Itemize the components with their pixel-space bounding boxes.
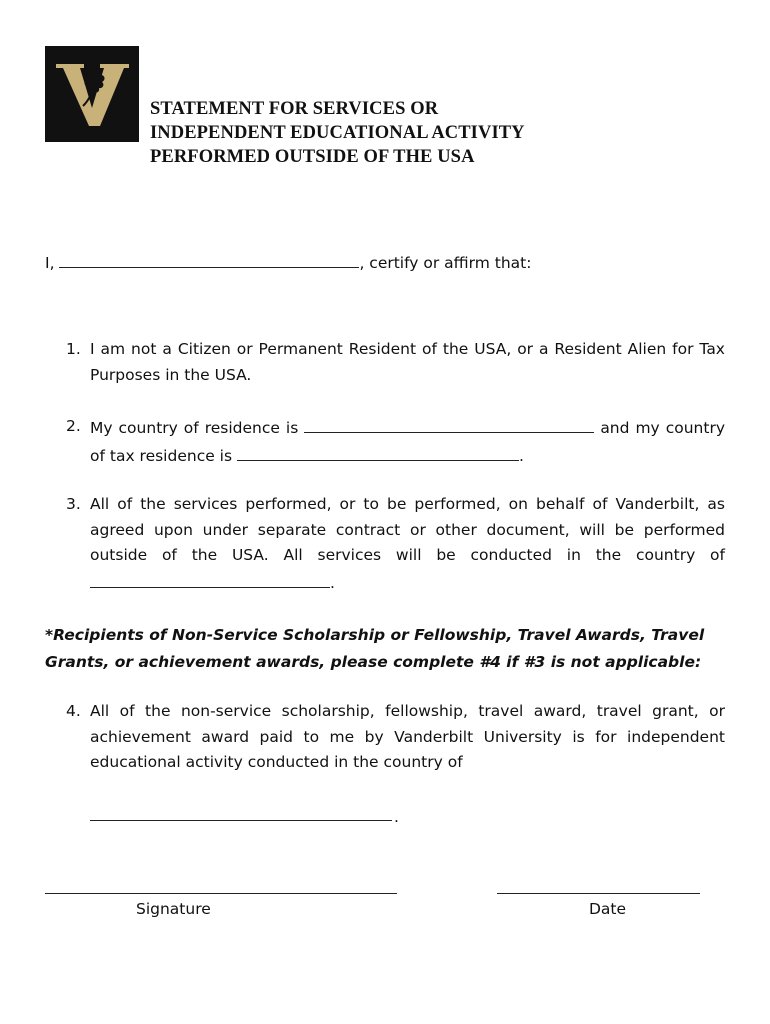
title-line-2: INDEPENDENT EDUCATIONAL ACTIVITY [150, 123, 525, 143]
tax-residence-label: and my country of tax residence is [90, 419, 725, 465]
item-number: 1. [66, 340, 81, 358]
services-text: All of the services performed, or to be performed, on behalf of Vanderbilt, as agreed upon under separate contract or other document, will be performed outside of the USA. All services will be conducted in the country of [90, 495, 725, 564]
item-number: 2. [66, 417, 81, 435]
certify-statement [45, 249, 531, 277]
date-line[interactable] [497, 893, 700, 894]
vanderbilt-logo [45, 46, 139, 142]
item-text [90, 414, 725, 469]
name-field-blank[interactable] [59, 249, 359, 268]
item-3-end: . [330, 573, 335, 592]
item-text: All of the non-service scholarship, fellowship, travel award, travel grant, or achievement award paid to me by Vanderbilt University is for independent educational activity conducted in the country of [90, 702, 725, 771]
signature-label: Signature [136, 900, 211, 918]
country-of-tax-residence-blank[interactable] [237, 442, 519, 461]
signature-line[interactable] [45, 893, 397, 894]
statement-item-3 [66, 492, 725, 596]
item-number: 3. [66, 495, 81, 513]
date-label: Date [589, 900, 627, 918]
country-of-residence-blank[interactable] [304, 414, 594, 433]
item-text: I am not a Citizen or Permanent Resident of the USA, or a Resident Alien for Tax Purposes in the USA. [90, 340, 725, 384]
service-country-blank[interactable] [90, 569, 330, 588]
educational-country-blank[interactable] [90, 820, 392, 821]
statement-item-4 [66, 699, 725, 776]
title-line-1: STATEMENT FOR SERVICES OR [150, 99, 439, 119]
title-line-3: PERFORMED OUTSIDE OF THE USA [150, 147, 475, 167]
document-title [150, 97, 525, 169]
statement-item-2 [66, 414, 725, 469]
scholarship-note: *Recipients of Non-Service Scholarship or Fellowship, Travel Awards, Travel Grants, or achievement awards, please complete #4 if #3 is not applicable: [45, 626, 705, 671]
certify-prefix: I, [45, 254, 55, 272]
item-4-end: . [394, 808, 399, 826]
residence-label: My country of residence is [90, 419, 299, 437]
certify-suffix: , certify or affirm that: [359, 254, 532, 272]
item-2-end: . [519, 446, 524, 465]
item-number: 4. [66, 702, 81, 720]
item-text [90, 492, 725, 596]
statement-item-1 [66, 337, 725, 388]
